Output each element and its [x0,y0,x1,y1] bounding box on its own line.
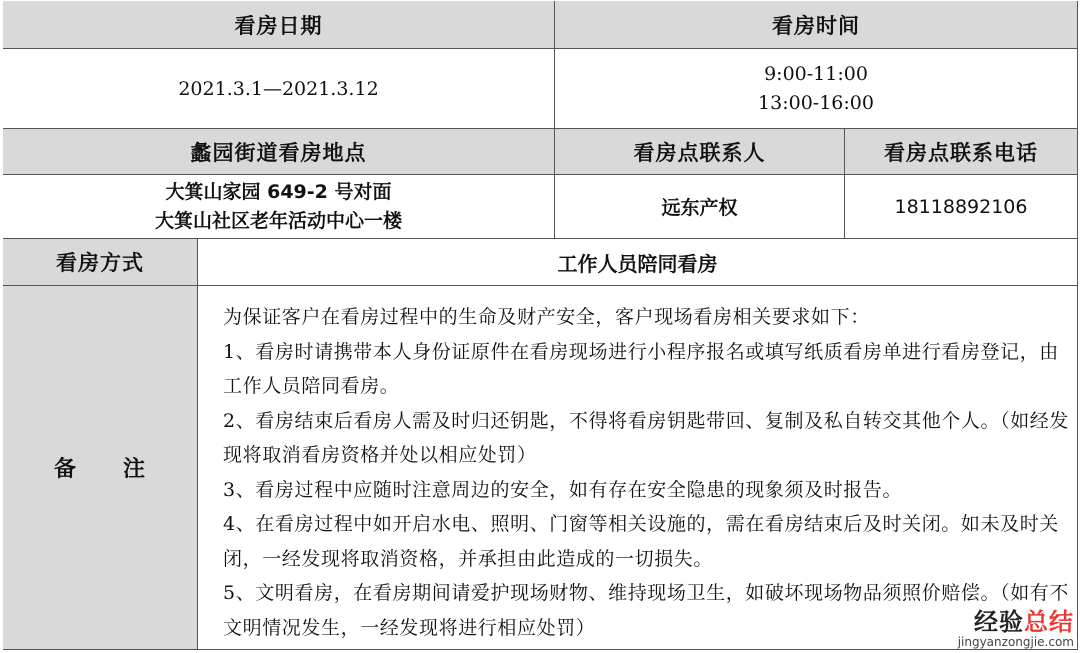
viewing-time-value [555,49,1078,129]
time-slot-morning: 9:00-11:00 [764,62,868,85]
time-slot-afternoon: 13:00-16:00 [758,91,874,114]
notes-content [198,286,1078,650]
notes-item-2: 2、看房结束后看房人需及时归还钥匙，不得将看房钥匙带回、复制及私自转交其他个人。（如经发现将取消看房资格并处以相应处罚） [223,409,1069,466]
viewing-method-label: 看房方式 [3,239,198,286]
address-line-1: 大箕山家园 649-2 号对面 [165,180,392,203]
notes-item-3: 3、看房过程中应随时注意周边的安全，如有存在安全隐患的现象须及时报告。 [223,478,903,501]
contact-value: 远东产权 [555,175,845,239]
watermark-cn-part1: 经验 [974,608,1024,636]
location-header: 蠡园街道看房地点 [3,129,555,175]
notes-item-5: 5、文明看房，在看房期间请爱护现场财物、维持现场卫生，如破坏现场物品须照价赔偿。（如有不文明情况发生，一经发现将进行相应处罚） [223,582,1069,639]
viewing-date-header: 看房日期 [3,1,555,49]
viewing-method-value: 工作人员陪同看房 [198,239,1078,286]
viewing-date-value: 2021.3.1—2021.3.12 [3,49,555,129]
notes-item-1: 1、看房时请携带本人身份证原件在看房现场进行小程序报名或填写纸质看房单进行看房登记，由工作人员陪同看房。 [223,340,1059,397]
notes-intro: 为保证客户在看房过程中的生命及财产安全，客户现场看房相关要求如下： [223,306,870,328]
notes-label: 备 注 [3,286,198,650]
phone-header: 看房点联系电话 [845,129,1078,175]
watermark-cn [958,609,1074,635]
contact-header: 看房点联系人 [555,129,845,175]
address-line-2: 大箕山社区老年活动中心一楼 [154,209,402,232]
watermark-cn-part2: 总结 [1024,608,1074,636]
viewing-info-table [3,1,1078,650]
phone-value: 18118892106 [845,175,1078,239]
watermark [958,609,1074,649]
location-address [3,175,555,239]
notes-item-4: 4、在看房过程中如开启水电、照明、门窗等相关设施的，需在看房结束后及时关闭。如未及时关闭，一经发现将取消资格，并承担由此造成的一切损失。 [223,513,1059,570]
viewing-time-header: 看房时间 [555,1,1078,49]
watermark-url: jingyanzongjie.com [957,635,1074,649]
